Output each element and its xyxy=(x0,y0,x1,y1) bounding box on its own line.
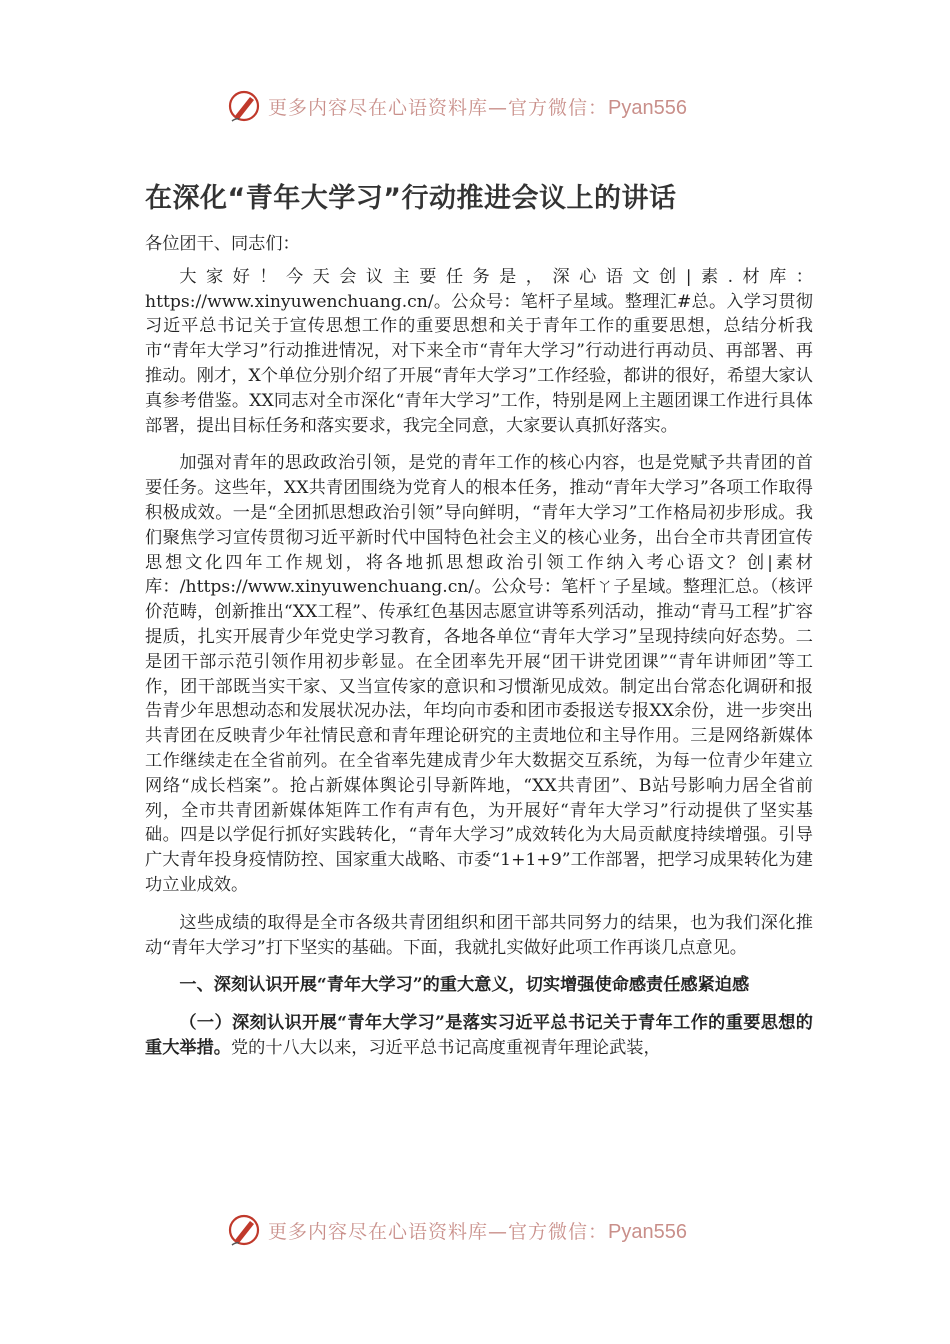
subsection-text: 党的十八大以来，习近平总书记高度重视青年理论武装， xyxy=(230,1037,661,1058)
page-title: 在深化“青年大学习”行动推进会议上的讲话 xyxy=(145,183,677,214)
pen-logo-icon xyxy=(226,1212,262,1248)
watermark-text: 更多内容尽在心语资料库—官方微信：Pyan556 xyxy=(268,1220,687,1243)
watermark-banner-bottom xyxy=(226,1210,687,1250)
pen-logo-icon xyxy=(226,88,262,124)
subsection-1 xyxy=(145,1011,813,1061)
paragraph-1: 大家好！今天会议主要任务是，深心语文创|素.材库：https://www.xinyuwenchuang.cn/。公众号：笔杆子星域。整理汇#总。入学习贯彻习近平总书记关于宣传思想工作的重要思想和关于青年工作的重要思想，总结分析我市“青年大学习”行动推进情况，对下来全市“青年大学习”行动进行再动员、再部署、再推动。刚才，X个单位分别介绍了开展“青年大学习”工作经验，都讲的很好，希望大家认真参考借鉴。XX同志对全市深化“青年大学习”工作，特别是网上主题团课工作进行具体部署，提出目标任务和落实要求，我完全同意，大家要认真抓好落实。 xyxy=(145,266,813,436)
paragraph-3: 这些成绩的取得是全市各级共青团组织和团干部共同努力的结果，也为我们深化推动“青年大学习”打下坚实的基础。下面，我就扎实做好此项工作再谈几点意见。 xyxy=(145,912,813,958)
salutation: 各位团干、同志们： xyxy=(145,234,300,254)
document-body xyxy=(145,232,813,1074)
subsection-lead: （一）深刻认识开展“青年大学习”是落实习近平总书记关于青年工作的重要思想的重大举措。 xyxy=(145,1013,813,1058)
watermark-text: 更多内容尽在心语资料库—官方微信：Pyan556 xyxy=(268,96,687,119)
watermark-banner-top xyxy=(226,86,687,126)
section-heading-1: 一、深刻认识开展“青年大学习”的重大意义，切实增强使命感责任感紧迫感 xyxy=(179,975,750,996)
paragraph-2: 加强对青年的思政政治引领，是党的青年工作的核心内容，也是党赋予共青团的首要任务。这些年，XX共青团围绕为党育人的根本任务，推动“青年大学习”各项工作取得积极成效。一是“全团抓思想政治引领”导向鲜明，“青年大学习”工作格局初步形成。我们聚焦学习宣传贯彻习近平新时代中国特色社会主义的核心业务，出台全市共青团宣传思想文化四年工作规划，将各地抓思想政治引领工作纳入考心语文？创|素材库：/https://www.xinyuwenchuang.cn/。公众号：笔杆ㄚ子星域。整理汇总。（核评价范畴，创新推出“XX工程”、传承红色基因志愿宣讲等系列活动，推动“青马工程”扩容提质，扎实开展青少年党史学习教育，各地各单位“青年大学习”呈现持续向好态势。二是团干部示范引领作用初步彰显。在全团率先开展“团干讲党团课”“青年讲师团”等工作，团干部既当实干家、又当宣传家的意识和习惯渐见成效。制定出台常态化调研和报告青少年思想动态和发展状况办法，年均向市委和团市委报送专报XX余份，进一步突出共青团在反映青少年社情民意和青年理论研究的主责地位和主导作用。三是网络新媒体工作继续走在全省前列。在全省率先建成青少年大数据交互系统，为每一位青少年建立网络“成长档案”。抢占新媒体舆论引导新阵地，“XX共青团”、B站号影响力居全省前列，全市共青团新媒体矩阵工作有声有色，为开展好“青年大学习”行动提供了坚实基础。四是以学促行抓好实践转化，“青年大学习”成效转化为大局贡献度持续增强。引导广大青年投身疫情防控、国家重大战略、市委“1+1+9”工作部署，把学习成果转化为建功立业成效。 xyxy=(145,453,813,895)
